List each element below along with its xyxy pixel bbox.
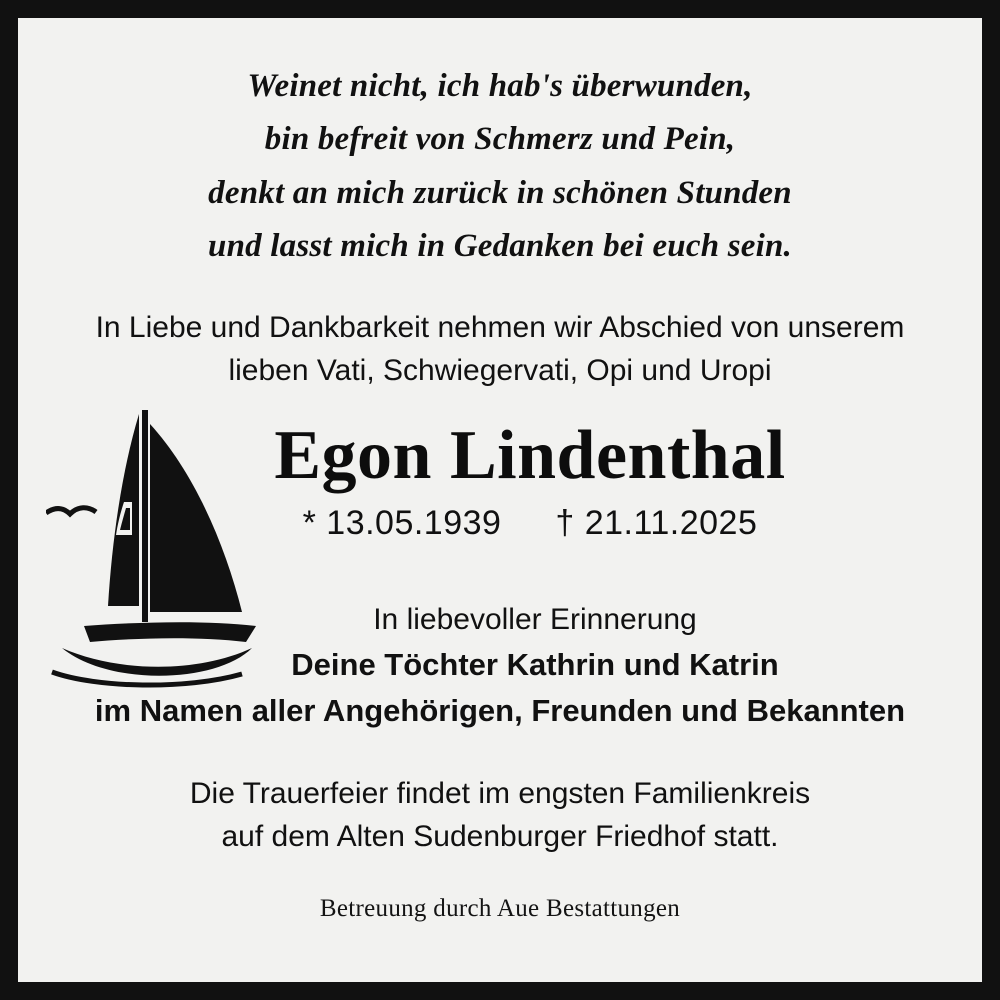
birth-symbol: * xyxy=(302,504,317,543)
poem-block xyxy=(208,60,792,274)
funeral-home-note: Betreuung durch Aue Bestattungen xyxy=(319,894,681,922)
poem-line: Weinet nicht, ich hab's überwunden, xyxy=(247,68,753,104)
poem-line: und lasst mich in Gedanken bei euch sein. xyxy=(208,228,792,265)
death-symbol: † xyxy=(555,504,575,543)
tribute-line: In liebevoller Erinnerung xyxy=(373,603,697,637)
death-date: 21.11.2025 xyxy=(584,504,758,543)
ceremony-line: Die Trauerfeier findet im engsten Familienkreis xyxy=(189,777,811,811)
deceased-name: Egon Lindenthal xyxy=(274,416,786,494)
poem-line: bin befreit von Schmerz und Pein, xyxy=(264,121,736,158)
intro-line: In Liebe und Dankbarkeit nehmen wir Abschied von unserem xyxy=(95,310,905,344)
ceremony-line: auf dem Alten Sudenburger Friedhof statt. xyxy=(221,819,779,853)
birth-date: 13.05.1939 xyxy=(326,504,502,543)
intro-block xyxy=(96,306,905,393)
ceremony-block xyxy=(190,773,810,858)
sailboat-icon xyxy=(46,390,306,690)
intro-line: lieben Vati, Schwiegervati, Opi und Uropi xyxy=(228,354,772,388)
poem-line: denkt an mich zurück in schönen Stunden xyxy=(208,174,792,211)
obituary-card xyxy=(18,18,982,982)
tribute-line: Deine Töchter Kathrin und Katrin xyxy=(291,647,779,683)
tribute-line: im Namen aller Angehörigen, Freunden und Bekannten xyxy=(94,693,906,729)
